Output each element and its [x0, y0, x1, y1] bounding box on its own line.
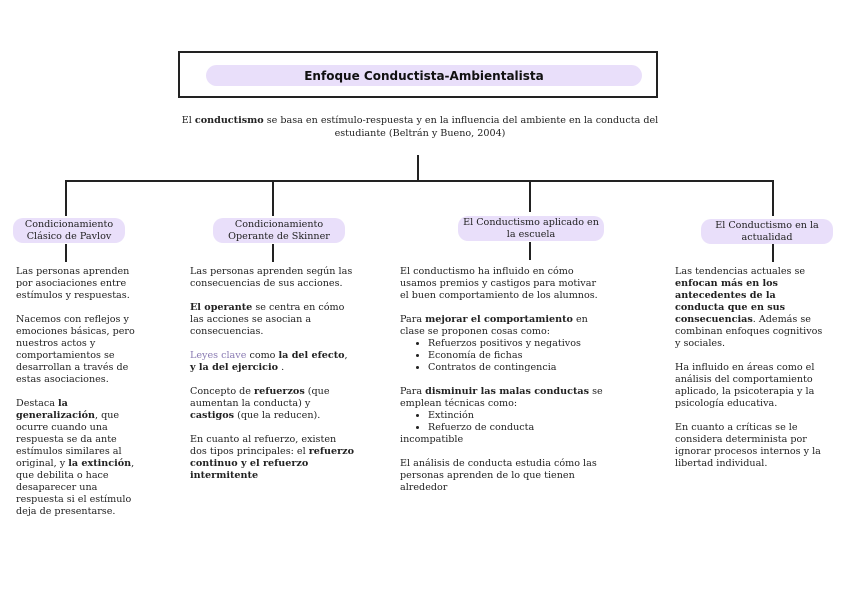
- intro-text: El conductismo se basa en estímulo-respuesta y en la influencia del ambiente en la conducta del estudiante (Beltrán y Bueno, 2004): [181, 115, 659, 139]
- skinner-text-5: En cuanto al refuerzo, existen dos tipos principales: el refuerzo continuo y el refuerzo intermitente: [190, 434, 355, 481]
- list-item: • Refuerzos positivos y negativos: [428, 338, 606, 350]
- list-item: • Refuerzo de conducta: [428, 422, 606, 434]
- escuela-text-4: El análisis de conducta estudia cómo las personas aprenden de lo que tienen alrededor: [400, 458, 597, 493]
- escuela-list-disminuir: [400, 410, 606, 434]
- branch-header-pavlov: Condicionamiento Clásico de Pavlov: [13, 218, 125, 243]
- pavlov-text-3: Destaca la generalización, que ocurre cuando una respuesta se da ante estímulos similares al original, y la extinción, que debilita o hace desaparecer una respuesta si el estímulo deja de presentarse.: [16, 398, 135, 517]
- column-pavlov: [16, 266, 144, 530]
- page-title: Enfoque Conductista-Ambientalista: [206, 65, 642, 86]
- escuela-text-1: El conductismo ha influido en cómo usamos premios y castigos para motivar el buen comportamiento de los alumnos.: [400, 266, 598, 301]
- connector-drop-escuela: [529, 180, 531, 212]
- skinner-text-2: El operante se centra en cómo las acciones se asocian a consecuencias.: [190, 302, 345, 337]
- connector-drop-skinner: [272, 180, 274, 216]
- pavlov-text-1: Las personas aprenden por asociaciones entre estímulos y respuestas.: [16, 266, 130, 301]
- branch-header-escuela: El Conductismo aplicado en la escuela: [458, 216, 604, 241]
- list-item: • Contratos de contingencia: [428, 362, 606, 374]
- actualidad-text-3: En cuanto a críticas se le considera determinista por ignorar procesos internos y la libertad individual.: [675, 422, 821, 469]
- connector-under-actualidad: [772, 244, 774, 262]
- skinner-text-1: Las personas aprenden según las consecuencias de sus acciones.: [190, 266, 353, 289]
- list-item: • Economía de fichas: [428, 350, 606, 362]
- column-escuela: [400, 266, 606, 506]
- connector-under-escuela: [529, 242, 531, 260]
- escuela-text-3: Para disminuir las malas conductas se emplean técnicas como:: [400, 386, 603, 409]
- pavlov-text-2: Nacemos con reflejos y emociones básicas, pero nuestros actos y comportamientos se desarrollan a través de estas asociaciones.: [16, 314, 135, 385]
- escuela-list-mejorar: [400, 338, 606, 374]
- list-item: • Extinción: [428, 410, 606, 422]
- title-box: [178, 51, 658, 98]
- actualidad-text-1: Las tendencias actuales se enfocan más en los antecedentes de la conducta que en sus consecuencias. Además se combinan enfoques cognitivos y sociales.: [675, 266, 823, 349]
- connector-under-skinner: [272, 244, 274, 262]
- branch-header-skinner: Condicionamiento Operante de Skinner: [213, 218, 345, 243]
- column-actualidad: [675, 266, 825, 482]
- connector-drop-actualidad: [772, 180, 774, 216]
- connector-horizontal: [65, 180, 774, 182]
- connector-drop-pavlov: [65, 180, 67, 216]
- column-skinner: [190, 266, 356, 494]
- connector-under-pavlov: [65, 244, 67, 262]
- escuela-text-2: Para mejorar el comportamiento en clase se proponen cosas como:: [400, 314, 588, 337]
- branch-header-actualidad: El Conductismo en la actualidad: [701, 219, 833, 244]
- skinner-text-4: Concepto de refuerzos (que aumentan la conducta) y castigos (que la reducen).: [190, 386, 330, 421]
- escuela-list-tail: incompatible: [400, 434, 464, 445]
- skinner-text-3: Leyes clave como la del efecto, y la del ejercicio .: [190, 350, 348, 373]
- actualidad-text-2: Ha influido en áreas como el análisis del comportamiento aplicado, la psicoterapia y la psicología educativa.: [675, 362, 815, 409]
- connector-trunk: [417, 155, 419, 181]
